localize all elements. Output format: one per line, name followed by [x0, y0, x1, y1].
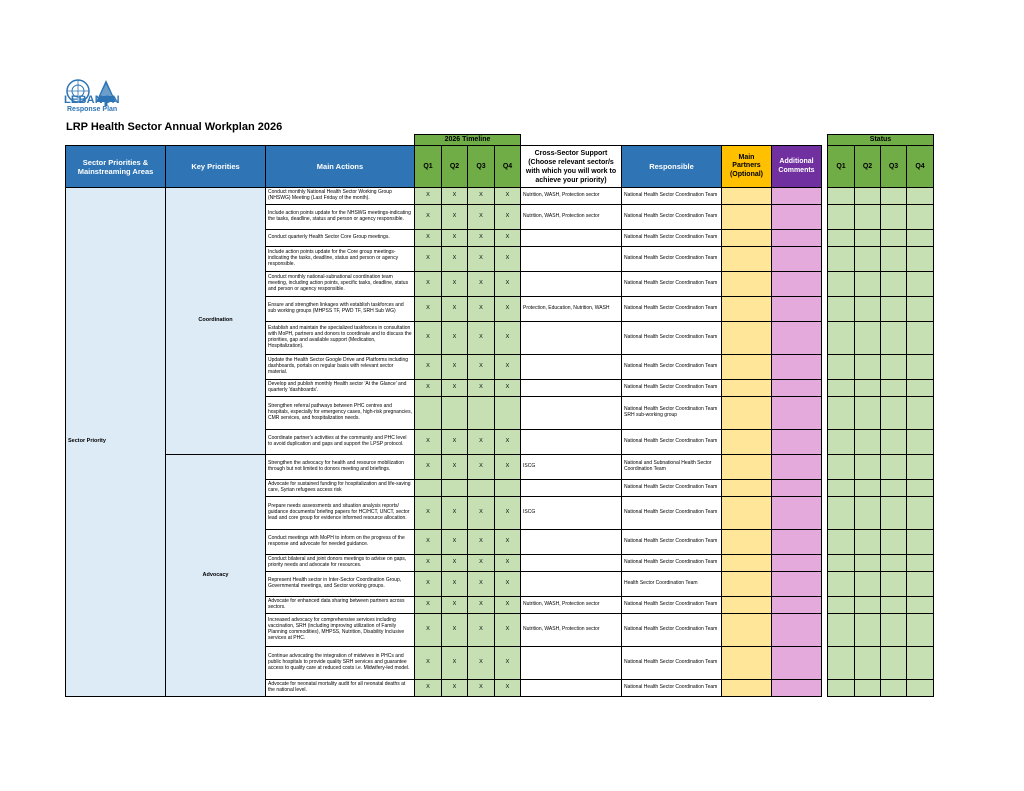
- timeline-q4-cell: X: [495, 530, 521, 555]
- cross-sector-cell: [521, 355, 622, 380]
- main-action-cell: Update the Health Sector Google Drive and Platforms including dashboards, portals on regular basis with relevant sector material.: [266, 355, 415, 380]
- main-partners-cell[interactable]: [722, 297, 772, 322]
- timeline-q1-cell: [415, 480, 442, 497]
- main-action-cell: Strengthen referral pathways between PHC centres and hospitals, especially for emergency cases, high-risk pregnancies, CMR services, and hospitalization needs.: [266, 397, 415, 430]
- main-partners-cell[interactable]: [722, 380, 772, 397]
- responsible-cell: National Health Sector Coordination Team: [622, 355, 722, 380]
- main-action-cell: Advocate for sustained funding for hospitalization and life-saving care, Syrian refugees access risk: [266, 480, 415, 497]
- additional-comments-cell[interactable]: [772, 647, 822, 680]
- main-action-cell: Ensure and strengthen linkages with establish taskforces and sub working groups (MHPSS TF, PWD TF, SRH Sub WG): [266, 297, 415, 322]
- cross-sector-cell: [521, 380, 622, 397]
- status-q3-cell[interactable]: [881, 530, 907, 555]
- timeline-q4-cell: [495, 480, 521, 497]
- sector-priorities-header: Sector Priorities & Mainstreaming Areas: [66, 146, 166, 188]
- responsible-cell: National Health Sector Coordination Team: [622, 614, 722, 647]
- timeline-q2-cell: X: [442, 230, 468, 247]
- status-q1-cell[interactable]: [828, 597, 855, 614]
- timeline-q4-cell: X: [495, 680, 521, 697]
- timeline-q4-cell: X: [495, 188, 521, 205]
- cross-sector-cell: [521, 430, 622, 455]
- main-action-cell: Include action points update for the Core group meetings- indicating the tasks, deadline, status and person or agency responsible.: [266, 247, 415, 272]
- key-priorities-header: Key Priorities: [166, 146, 266, 188]
- responsible-cell: National Health Sector Coordination Team: [622, 297, 722, 322]
- timeline-q1-cell: X: [415, 322, 442, 355]
- main-partners-header: Main Partners (Optional): [722, 146, 772, 188]
- timeline-q2-cell: [442, 480, 468, 497]
- status-q3-cell[interactable]: [881, 497, 907, 530]
- status-q2-cell[interactable]: [855, 297, 881, 322]
- main-action-cell: Advocate for neonatal mortality audit for all neonatal deaths at the national level.: [266, 680, 415, 697]
- additional-comments-cell[interactable]: [772, 355, 822, 380]
- status-q3-cell[interactable]: [881, 322, 907, 355]
- status-header: Status: [828, 135, 934, 146]
- main-partners-cell[interactable]: [722, 230, 772, 247]
- timeline-q4-cell: X: [495, 455, 521, 480]
- timeline-q1-cell: X: [415, 355, 442, 380]
- status-q4-cell[interactable]: [907, 397, 934, 430]
- timeline-q4-cell: X: [495, 247, 521, 272]
- status-q4-cell[interactable]: [907, 480, 934, 497]
- main-partners-cell[interactable]: [722, 455, 772, 480]
- status-q3-cell[interactable]: [881, 205, 907, 230]
- timeline-q1-cell: X: [415, 455, 442, 480]
- cross-sector-cell: [521, 680, 622, 697]
- logo-subtext: Response Plan: [67, 106, 118, 113]
- status-q4-header: Q4: [907, 146, 934, 188]
- cross-sector-cell: [521, 230, 622, 247]
- status-q1-cell[interactable]: [828, 680, 855, 697]
- status-q3-cell[interactable]: [881, 430, 907, 455]
- timeline-q2-cell: [442, 397, 468, 430]
- status-q2-cell[interactable]: [855, 272, 881, 297]
- logo-text: LEBANON: [64, 94, 120, 106]
- status-q2-cell[interactable]: [855, 614, 881, 647]
- responsible-cell: National Health Sector Coordination Team: [622, 322, 722, 355]
- status-q2-cell[interactable]: [855, 555, 881, 572]
- status-q2-cell[interactable]: [855, 597, 881, 614]
- timeline-q1-cell: X: [415, 430, 442, 455]
- main-partners-cell[interactable]: [722, 614, 772, 647]
- status-q3-cell[interactable]: [881, 247, 907, 272]
- timeline-q2-cell: X: [442, 188, 468, 205]
- sector-priority-cell: Sector Priority: [66, 188, 166, 697]
- main-action-cell: Develop and publish monthly Health sector 'At the Glance' and quarterly 'dashboards'.: [266, 380, 415, 397]
- timeline-q2-cell: X: [442, 380, 468, 397]
- status-q2-cell[interactable]: [855, 322, 881, 355]
- table-row: [66, 455, 934, 480]
- timeline-q2-cell: X: [442, 430, 468, 455]
- timeline-q2-cell: X: [442, 455, 468, 480]
- status-q4-cell[interactable]: [907, 380, 934, 397]
- cross-sector-header: Cross-Sector Support (Choose relevant sector/s with which you will work to achieve your priority): [521, 146, 622, 188]
- additional-comments-cell[interactable]: [772, 430, 822, 455]
- responsible-cell: National Health Sector Coordination Team: [622, 430, 722, 455]
- timeline-q1-header: Q1: [415, 146, 442, 188]
- main-action-cell: Increased advocacy for comprehensive services including vaccination, SRH (including improving utilization of Family Planning commodities), MHPSS, Nutrition, Disability Inclusive services at PHC.: [266, 614, 415, 647]
- status-q2-cell[interactable]: [855, 188, 881, 205]
- responsible-cell: National Health Sector Coordination Team: [622, 597, 722, 614]
- main-partners-cell[interactable]: [722, 397, 772, 430]
- timeline-q4-cell: [495, 397, 521, 430]
- responsible-header: Responsible: [622, 146, 722, 188]
- status-q4-cell[interactable]: [907, 647, 934, 680]
- responsible-cell: National Health Sector Coordination Team: [622, 647, 722, 680]
- status-q1-cell[interactable]: [828, 555, 855, 572]
- additional-comments-cell[interactable]: [772, 380, 822, 397]
- timeline-q1-cell: X: [415, 530, 442, 555]
- status-q4-cell[interactable]: [907, 297, 934, 322]
- main-action-cell: Advocate for enhanced data sharing between partners across sectors.: [266, 597, 415, 614]
- timeline-q2-cell: X: [442, 205, 468, 230]
- main-partners-cell[interactable]: [722, 555, 772, 572]
- status-q4-cell[interactable]: [907, 355, 934, 380]
- cross-sector-cell: Nutrition, WASH, Protection sector: [521, 614, 622, 647]
- responsible-cell: National Health Sector Coordination Team SRH sub-working group: [622, 397, 722, 430]
- cross-sector-cell: [521, 555, 622, 572]
- responsible-cell: National Health Sector Coordination Team: [622, 380, 722, 397]
- status-q1-cell[interactable]: [828, 647, 855, 680]
- status-q4-cell[interactable]: [907, 555, 934, 572]
- status-q1-cell[interactable]: [828, 205, 855, 230]
- status-q1-cell[interactable]: [828, 397, 855, 430]
- status-q4-cell[interactable]: [907, 530, 934, 555]
- status-q1-cell[interactable]: [828, 380, 855, 397]
- additional-comments-cell[interactable]: [772, 247, 822, 272]
- main-partners-cell[interactable]: [722, 572, 772, 597]
- responsible-cell: National Health Sector Coordination Team: [622, 480, 722, 497]
- timeline-q1-cell: [415, 397, 442, 430]
- main-partners-cell[interactable]: [722, 205, 772, 230]
- main-partners-cell[interactable]: [722, 322, 772, 355]
- timeline-q4-cell: X: [495, 322, 521, 355]
- key-priority-advocacy: Advocacy: [166, 455, 266, 697]
- main-actions-header: Main Actions: [266, 146, 415, 188]
- status-q4-cell[interactable]: [907, 188, 934, 205]
- timeline-q2-cell: X: [442, 247, 468, 272]
- timeline-q4-cell: X: [495, 597, 521, 614]
- main-partners-cell[interactable]: [722, 597, 772, 614]
- cross-sector-cell: [521, 272, 622, 297]
- status-q4-cell[interactable]: [907, 455, 934, 480]
- status-q2-cell[interactable]: [855, 397, 881, 430]
- status-q2-cell[interactable]: [855, 530, 881, 555]
- timeline-q3-cell: [468, 480, 495, 497]
- status-q4-cell[interactable]: [907, 497, 934, 530]
- cross-sector-cell: [521, 397, 622, 430]
- timeline-q4-cell: X: [495, 497, 521, 530]
- responsible-cell: National Health Sector Coordination Team: [622, 555, 722, 572]
- status-q1-cell[interactable]: [828, 355, 855, 380]
- timeline-q3-cell: X: [468, 597, 495, 614]
- timeline-q1-cell: X: [415, 647, 442, 680]
- timeline-q3-cell: X: [468, 355, 495, 380]
- status-q3-header: Q3: [881, 146, 907, 188]
- timeline-q3-cell: [468, 397, 495, 430]
- status-q3-cell[interactable]: [881, 380, 907, 397]
- responsible-cell: National Health Sector Coordination Team: [622, 680, 722, 697]
- status-q3-cell[interactable]: [881, 455, 907, 480]
- status-q4-cell[interactable]: [907, 572, 934, 597]
- responsible-cell: National Health Sector Coordination Team: [622, 247, 722, 272]
- status-q4-cell[interactable]: [907, 247, 934, 272]
- main-partners-cell[interactable]: [722, 530, 772, 555]
- status-q1-cell[interactable]: [828, 530, 855, 555]
- timeline-q3-cell: X: [468, 614, 495, 647]
- cross-sector-cell: [521, 322, 622, 355]
- timeline-q2-cell: X: [442, 530, 468, 555]
- main-action-cell: Conduct monthly national-subnational coordination team meeting, including action points, specific tasks, deadline, status and person or agency responsible.: [266, 272, 415, 297]
- additional-comments-cell[interactable]: [772, 680, 822, 697]
- timeline-q1-cell: X: [415, 614, 442, 647]
- timeline-q4-cell: X: [495, 380, 521, 397]
- responsible-cell: National Health Sector Coordination Team: [622, 530, 722, 555]
- main-action-cell: Conduct monthly National Health Sector Working Group (NHSWG) Meeting (Last Friday of the month).: [266, 188, 415, 205]
- responsible-cell: Health Sector Coordination Team: [622, 572, 722, 597]
- additional-comments-cell[interactable]: [772, 480, 822, 497]
- timeline-q1-cell: X: [415, 497, 442, 530]
- status-q4-cell[interactable]: [907, 272, 934, 297]
- timeline-q1-cell: X: [415, 597, 442, 614]
- status-q1-cell[interactable]: [828, 297, 855, 322]
- main-partners-cell[interactable]: [722, 272, 772, 297]
- timeline-q3-cell: X: [468, 680, 495, 697]
- timeline-q3-cell: X: [468, 555, 495, 572]
- timeline-q1-cell: X: [415, 205, 442, 230]
- additional-comments-cell[interactable]: [772, 597, 822, 614]
- additional-comments-cell[interactable]: [772, 230, 822, 247]
- timeline-q3-cell: X: [468, 572, 495, 597]
- status-q1-cell[interactable]: [828, 455, 855, 480]
- status-q3-cell[interactable]: [881, 597, 907, 614]
- timeline-q3-cell: X: [468, 497, 495, 530]
- status-q3-cell[interactable]: [881, 647, 907, 680]
- timeline-q4-cell: X: [495, 430, 521, 455]
- cross-sector-cell: [521, 530, 622, 555]
- timeline-q2-cell: X: [442, 680, 468, 697]
- status-q1-cell[interactable]: [828, 322, 855, 355]
- status-q2-cell[interactable]: [855, 480, 881, 497]
- cross-sector-cell: [521, 247, 622, 272]
- responsible-cell: National Health Sector Coordination Team: [622, 272, 722, 297]
- timeline-q3-cell: X: [468, 380, 495, 397]
- timeline-q2-cell: X: [442, 597, 468, 614]
- timeline-q2-cell: X: [442, 647, 468, 680]
- timeline-q2-cell: X: [442, 614, 468, 647]
- status-q4-cell[interactable]: [907, 614, 934, 647]
- status-q2-cell[interactable]: [855, 230, 881, 247]
- timeline-q4-cell: X: [495, 297, 521, 322]
- status-q4-cell[interactable]: [907, 205, 934, 230]
- main-action-cell: Coordinate partner's activities at the community and PHC level to avoid duplication and gaps and support the LPSP protocol.: [266, 430, 415, 455]
- additional-comments-cell[interactable]: [772, 555, 822, 572]
- timeline-q4-cell: X: [495, 230, 521, 247]
- status-q4-cell[interactable]: [907, 230, 934, 247]
- timeline-q2-cell: X: [442, 572, 468, 597]
- timeline-q3-cell: X: [468, 230, 495, 247]
- status-q3-cell[interactable]: [881, 297, 907, 322]
- main-action-cell: Strengthen the advocacy for health and resource mobilization through but not limited to donors meeting and briefings.: [266, 455, 415, 480]
- main-action-cell: Continue advocating the integration of midwives in PHCs and public hospitals to provide quality SRH services and guarantee access to quality care at reduced costs i.e. Midwifery-led model.: [266, 647, 415, 680]
- status-q1-cell[interactable]: [828, 572, 855, 597]
- timeline-q4-cell: X: [495, 555, 521, 572]
- timeline-q3-cell: X: [468, 297, 495, 322]
- timeline-q4-header: Q4: [495, 146, 521, 188]
- cross-sector-cell: Nutrition, WASH, Protection sector: [521, 188, 622, 205]
- status-q3-cell[interactable]: [881, 355, 907, 380]
- status-q3-cell[interactable]: [881, 230, 907, 247]
- timeline-q1-cell: X: [415, 380, 442, 397]
- status-q4-cell[interactable]: [907, 597, 934, 614]
- responsible-cell: National Health Sector Coordination Team: [622, 205, 722, 230]
- status-q1-cell[interactable]: [828, 230, 855, 247]
- additional-comments-cell[interactable]: [772, 455, 822, 480]
- additional-comments-cell[interactable]: [772, 530, 822, 555]
- cross-sector-cell: Nutrition, WASH, Protection sector: [521, 597, 622, 614]
- timeline-q3-cell: X: [468, 322, 495, 355]
- cross-sector-cell: [521, 647, 622, 680]
- timeline-q4-cell: X: [495, 272, 521, 297]
- main-action-cell: Conduct quarterly Health Sector Core Group meetings.: [266, 230, 415, 247]
- timeline-q2-cell: X: [442, 297, 468, 322]
- cross-sector-cell: ISCG: [521, 455, 622, 480]
- status-q3-cell[interactable]: [881, 272, 907, 297]
- timeline-q3-cell: X: [468, 430, 495, 455]
- status-q2-cell[interactable]: [855, 572, 881, 597]
- main-partners-cell[interactable]: [722, 680, 772, 697]
- status-q4-cell[interactable]: [907, 430, 934, 455]
- timeline-q2-header: Q2: [442, 146, 468, 188]
- additional-comments-cell[interactable]: [772, 497, 822, 530]
- cross-sector-cell: Protection, Education, Nutrition, WASH: [521, 297, 622, 322]
- status-q2-cell[interactable]: [855, 497, 881, 530]
- main-partners-cell[interactable]: [722, 497, 772, 530]
- additional-comments-cell[interactable]: [772, 572, 822, 597]
- page-title: LRP Health Sector Annual Workplan 2026: [66, 121, 283, 133]
- status-q1-cell[interactable]: [828, 188, 855, 205]
- timeline-q3-cell: X: [468, 647, 495, 680]
- cross-sector-cell: Nutrition, WASH, Protection sector: [521, 205, 622, 230]
- status-q1-cell[interactable]: [828, 497, 855, 530]
- status-q1-cell[interactable]: [828, 247, 855, 272]
- status-q2-cell[interactable]: [855, 205, 881, 230]
- responsible-cell: National Health Sector Coordination Team: [622, 230, 722, 247]
- timeline-q1-cell: X: [415, 297, 442, 322]
- cross-sector-cell: [521, 480, 622, 497]
- timeline-q3-cell: X: [468, 530, 495, 555]
- status-q2-cell[interactable]: [855, 380, 881, 397]
- status-q2-cell[interactable]: [855, 455, 881, 480]
- status-q3-cell[interactable]: [881, 480, 907, 497]
- status-q1-header: Q1: [828, 146, 855, 188]
- status-q3-cell[interactable]: [881, 555, 907, 572]
- main-action-cell: Establish and maintain the specialized taskforces in consultation with MoPH, partners and donors to coordinate and to discuss the priorities, gap and available support (Medication, Hospitalization).: [266, 322, 415, 355]
- timeline-q1-cell: X: [415, 555, 442, 572]
- additional-comments-cell[interactable]: [772, 188, 822, 205]
- responsible-cell: National and Subnational Health Sector Coordination Team: [622, 455, 722, 480]
- status-q1-cell[interactable]: [828, 614, 855, 647]
- status-q3-cell[interactable]: [881, 397, 907, 430]
- additional-comments-cell[interactable]: [772, 322, 822, 355]
- timeline-header: 2026 Timeline: [415, 135, 521, 146]
- timeline-q1-cell: X: [415, 247, 442, 272]
- main-partners-cell[interactable]: [722, 647, 772, 680]
- status-q1-cell[interactable]: [828, 480, 855, 497]
- main-partners-cell[interactable]: [722, 188, 772, 205]
- responsible-cell: National Health Sector Coordination Team: [622, 188, 722, 205]
- timeline-q1-cell: X: [415, 272, 442, 297]
- key-priority-coordination: Coordination: [166, 188, 266, 455]
- additional-comments-header: Additional Comments: [772, 146, 822, 188]
- cross-sector-cell: ISCG: [521, 497, 622, 530]
- status-q4-cell[interactable]: [907, 322, 934, 355]
- timeline-q4-cell: X: [495, 205, 521, 230]
- timeline-q4-cell: X: [495, 572, 521, 597]
- additional-comments-cell[interactable]: [772, 272, 822, 297]
- additional-comments-cell[interactable]: [772, 297, 822, 322]
- timeline-q2-cell: X: [442, 322, 468, 355]
- timeline-q1-cell: X: [415, 188, 442, 205]
- status-q3-cell[interactable]: [881, 680, 907, 697]
- status-q2-cell[interactable]: [855, 430, 881, 455]
- status-q2-cell[interactable]: [855, 247, 881, 272]
- timeline-q3-cell: X: [468, 205, 495, 230]
- main-action-cell: Prepare needs assessments and situation analysis reports/ guidance documents/ briefing papers for HC/HCT, UNCT, sector lead and core group for evidence informed resource allocation.: [266, 497, 415, 530]
- timeline-q1-cell: X: [415, 230, 442, 247]
- status-q2-cell[interactable]: [855, 647, 881, 680]
- status-q2-cell[interactable]: [855, 355, 881, 380]
- status-q2-cell[interactable]: [855, 680, 881, 697]
- main-action-cell: Conduct bilateral and joint donors meetings to advise on gaps, priority needs and advocate for resources.: [266, 555, 415, 572]
- additional-comments-cell[interactable]: [772, 397, 822, 430]
- cross-sector-cell: [521, 572, 622, 597]
- main-partners-cell[interactable]: [722, 430, 772, 455]
- status-q3-cell[interactable]: [881, 614, 907, 647]
- main-action-cell: Include action points update for the NHSWG meetings-indicating the tasks, deadline, status and person or agency responsible.: [266, 205, 415, 230]
- additional-comments-cell[interactable]: [772, 205, 822, 230]
- workplan-table: [65, 134, 934, 697]
- timeline-q2-cell: X: [442, 555, 468, 572]
- timeline-q4-cell: X: [495, 614, 521, 647]
- timeline-q4-cell: X: [495, 647, 521, 680]
- table-row: [66, 188, 934, 205]
- timeline-q2-cell: X: [442, 497, 468, 530]
- main-action-cell: Conduct meetings with MoPH to inform on the progress of the response and advocate for needed guidance.: [266, 530, 415, 555]
- main-action-cell: Represent Health sector in Inter-Sector Coordination Group, Governmental meetings, and Sector working groups.: [266, 572, 415, 597]
- main-partners-cell[interactable]: [722, 355, 772, 380]
- responsible-cell: National Health Sector Coordination Team: [622, 497, 722, 530]
- timeline-q1-cell: X: [415, 680, 442, 697]
- status-q2-header: Q2: [855, 146, 881, 188]
- timeline-q4-cell: X: [495, 355, 521, 380]
- status-q3-cell[interactable]: [881, 188, 907, 205]
- additional-comments-cell[interactable]: [772, 614, 822, 647]
- status-q4-cell[interactable]: [907, 680, 934, 697]
- main-partners-cell[interactable]: [722, 480, 772, 497]
- status-q1-cell[interactable]: [828, 272, 855, 297]
- timeline-q2-cell: X: [442, 272, 468, 297]
- timeline-q2-cell: X: [442, 355, 468, 380]
- status-q3-cell[interactable]: [881, 572, 907, 597]
- timeline-q3-cell: X: [468, 247, 495, 272]
- timeline-q3-cell: X: [468, 272, 495, 297]
- main-partners-cell[interactable]: [722, 247, 772, 272]
- timeline-q1-cell: X: [415, 572, 442, 597]
- status-q1-cell[interactable]: [828, 430, 855, 455]
- timeline-q3-cell: X: [468, 455, 495, 480]
- timeline-q3-cell: X: [468, 188, 495, 205]
- timeline-q3-header: Q3: [468, 146, 495, 188]
